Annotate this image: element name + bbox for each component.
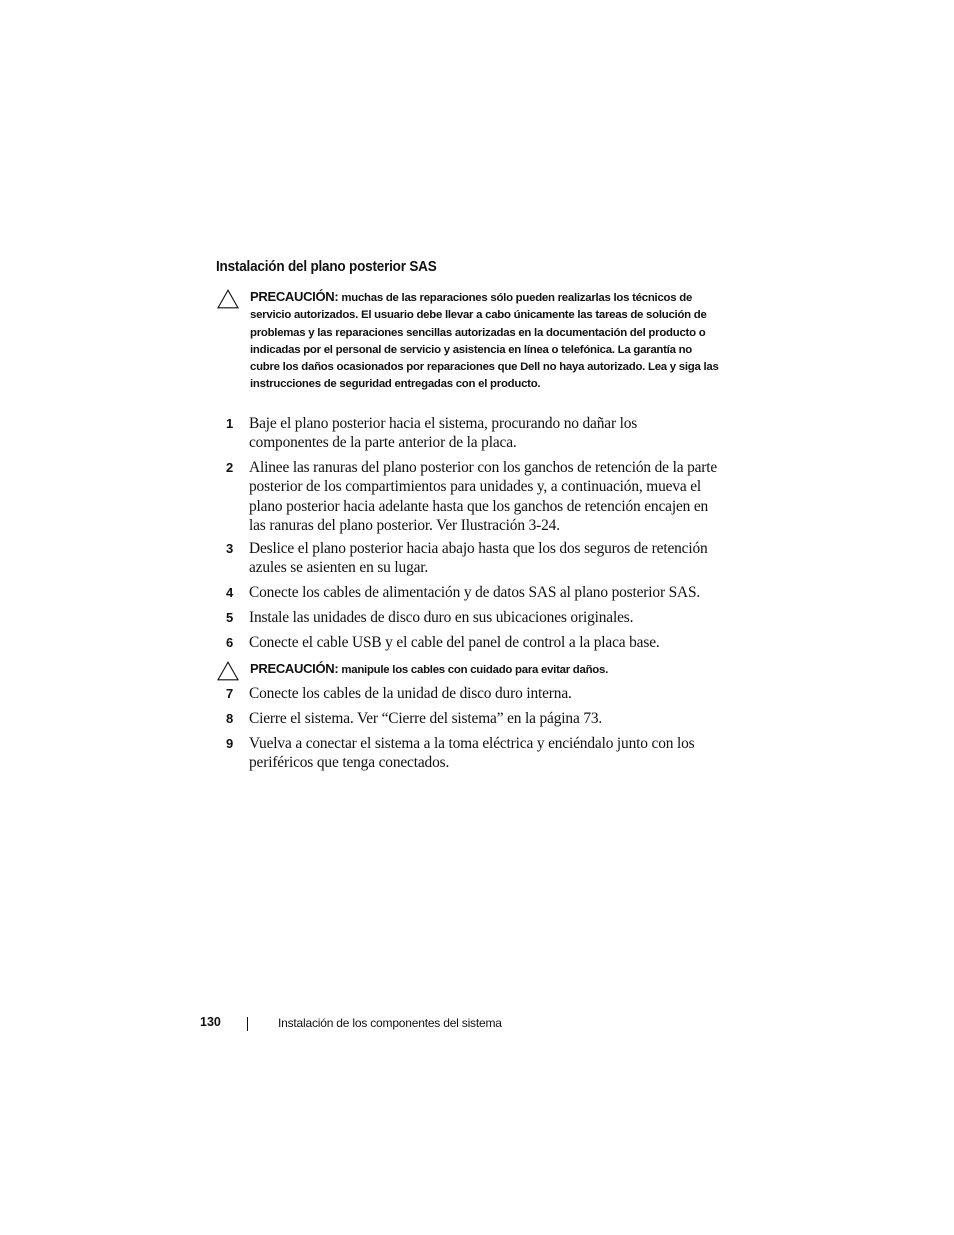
step-text: Baje el plano posterior hacia el sistema, procurando no dañar los componentes de la parte anterior de la placa. [249, 415, 638, 452]
step-text: Conecte el cable USB y el cable del panel de control a la placa base. [249, 634, 660, 651]
step-number: 3 [226, 541, 234, 556]
footer-section-title: Instalación de los componentes del sistema [278, 1016, 502, 1030]
step-item [226, 684, 726, 703]
step-number: 4 [226, 585, 234, 600]
step-item [226, 458, 726, 535]
page-number: 130 [200, 1015, 221, 1029]
caution-label: PRECAUCIÓN: [250, 289, 339, 304]
step-item [226, 583, 726, 602]
step-number: 6 [226, 635, 234, 650]
step-number: 9 [226, 736, 234, 751]
section-heading: Instalación del plano posterior SAS [216, 259, 437, 275]
caution-label: PRECAUCIÓN: [250, 661, 339, 676]
step-text: Cierre el sistema. Ver “Cierre del sistema” en la página 73. [249, 710, 603, 727]
footer-divider [247, 1017, 248, 1031]
step-item [226, 539, 726, 578]
step-item [226, 608, 726, 627]
caution-text [250, 660, 720, 679]
step-item [226, 414, 726, 453]
step-number: 8 [226, 711, 234, 726]
step-number: 1 [226, 416, 234, 431]
step-item [226, 709, 726, 728]
step-number: 2 [226, 460, 234, 475]
step-text: Alinee las ranuras del plano posterior con los ganchos de retención de la parte posterior de los compartimientos para unidades y, a continuación, mueva el plano posterior hacia adelante hasta que los ganchos de retención encajen en las ranuras del plano posterior. Ver Ilustración 3-24. [249, 459, 718, 534]
caution-body: manipule los cables con cuidado para evitar daños. [341, 664, 609, 676]
caution-body: muchas de las reparaciones sólo pueden realizarlas los técnicos de servicio autorizados. El usuario debe llevar a cabo únicamente las tareas de solución de problemas y las reparaciones sencillas autorizadas en la documentación del producto o indicadas por el personal de servicio y asistencia en línea o telefónica. La garantía no cubre los daños ocasionados por reparaciones que Dell no haya autorizado. Lea y siga las instrucciones de seguridad entregadas con el producto. [250, 292, 719, 391]
step-text: Instale las unidades de disco duro en sus ubicaciones originales. [249, 609, 634, 626]
caution-triangle-icon [217, 661, 239, 681]
step-text: Conecte los cables de la unidad de disco duro interna. [249, 685, 572, 702]
step-item [226, 633, 726, 652]
caution-note [216, 288, 719, 394]
step-text: Deslice el plano posterior hacia abajo hasta que los dos seguros de retención azules se asienten en su lugar. [249, 540, 708, 577]
caution-text [250, 288, 720, 394]
step-text: Vuelva a conectar el sistema a la toma eléctrica y enciéndalo junto con los periféricos que tenga conectados. [249, 735, 695, 772]
step-text: Conecte los cables de alimentación y de datos SAS al plano posterior SAS. [249, 584, 701, 601]
caution-note [216, 660, 716, 679]
caution-triangle-icon [217, 289, 239, 309]
step-number: 5 [226, 610, 234, 625]
step-number: 7 [226, 686, 234, 701]
step-item [226, 734, 726, 773]
